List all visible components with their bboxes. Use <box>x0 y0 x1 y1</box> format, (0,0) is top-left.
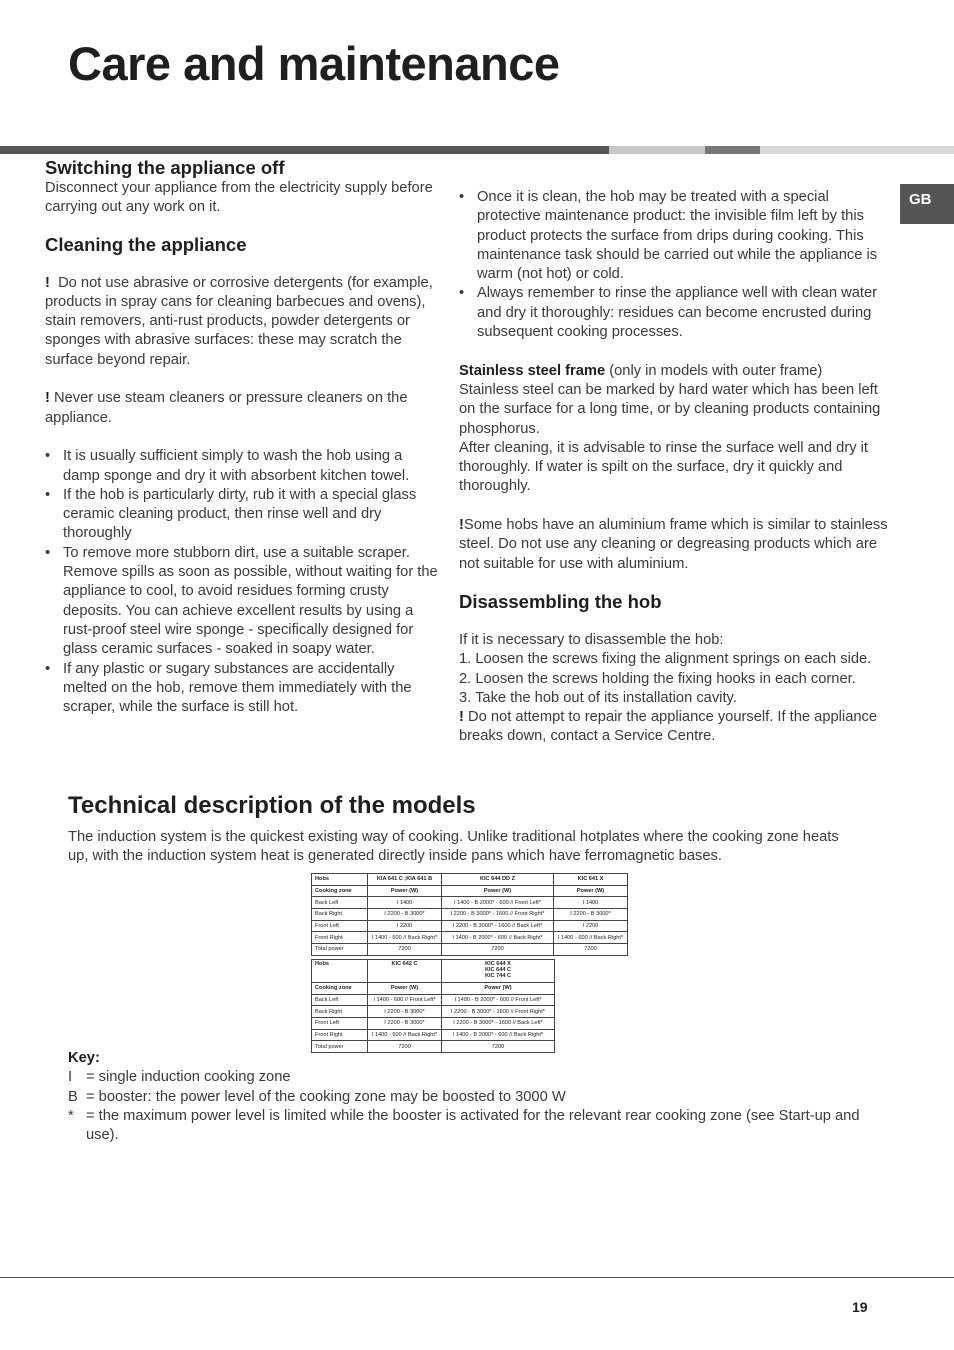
table-cell: Cooking zone <box>312 885 368 897</box>
warning-mark: ! <box>459 517 464 534</box>
warning-mark: ! <box>459 709 464 726</box>
table-cell: Power (W) <box>368 885 442 897</box>
stainless-text-1: Stainless steel can be marked by hard water which has been left on the surface for a long time, or by cleaning products containing phosphorus. <box>459 381 881 437</box>
list-item: • If any plastic or sugary substances are accidentally melted on the hob, remove them immediately with the scraper, while the surface is still hot. <box>45 660 441 718</box>
disassemble-step: 3. Take the hob out of its installation cavity. <box>459 689 737 706</box>
table-cell: Hobs <box>312 960 368 983</box>
table-subheader-row <box>312 983 555 995</box>
table-cell: Back Left <box>312 994 368 1006</box>
header-bar-dark <box>0 146 609 154</box>
key-symbol: B <box>68 1089 78 1105</box>
table-cell: 7200 <box>368 944 442 956</box>
cleaning-heading: Cleaning the appliance <box>45 233 247 255</box>
table-cell: I 1400 <box>368 897 442 909</box>
table-cell: I 1400 - 600 // Front Left* <box>368 994 442 1006</box>
aluminium-warning-text: Some hobs have an aluminium frame which is similar to stainless steel. Do not use any cleaning or degreasing products which are not suitable for use with aluminium. <box>459 517 888 572</box>
disassemble-step: 1. Loosen the screws fixing the alignment springs on each side. <box>459 651 872 668</box>
table-cell: 7200 <box>368 1041 442 1053</box>
table-cell: I 2200 <box>368 920 442 932</box>
table-cell: I 2200 <box>554 920 628 932</box>
table-row <box>312 1041 555 1053</box>
key-symbol: * <box>68 1108 74 1124</box>
header-bar-lighter <box>760 146 954 154</box>
key-text: = the maximum power level is limited while the booster is activated for the relevant rear cooking zone (see Start-up and use). <box>86 1108 860 1144</box>
table-cell: Back Right <box>312 909 368 921</box>
table-row <box>312 994 555 1006</box>
table-cell: Front Left <box>312 1018 368 1030</box>
table-cell: I 2200 - B 3000* <box>368 1006 442 1018</box>
list-item: • Always remember to rinse the appliance well with clean water and dry it thoroughly: residues can become encrusted during subsequent cooking processes. <box>459 284 895 342</box>
table-row <box>312 909 628 921</box>
table-cell: 7200 <box>442 944 554 956</box>
list-item: • It is usually sufficient simply to wash the hob using a damp sponge and dry it with absorbent kitchen towel. <box>45 447 441 486</box>
table-subheader-row <box>312 885 628 897</box>
page-title: Care and maintenance <box>68 37 560 90</box>
disassembling-heading: Disassembling the hob <box>459 590 662 612</box>
repair-warning-text: Do not attempt to repair the appliance yourself. If the appliance breaks down, contact a Service Centre. <box>459 709 878 745</box>
table-cell: I 1400 <box>554 897 628 909</box>
table-row <box>312 1006 555 1018</box>
warning-steam <box>45 389 441 428</box>
table-cell: Cooking zone <box>312 983 368 995</box>
table-cell: Hobs <box>312 874 368 886</box>
table-cell: KIC 641 X <box>554 874 628 886</box>
header-bar-dark-segment <box>705 146 760 154</box>
list-item: • To remove more stubborn dirt, use a suitable scraper. Remove spills as soon as possible, without waiting for the appliance to cool, to avoid residues forming crusty deposits. You can achieve excellent results by using a rust-proof steel wire sponge - specifically designed for glass ceramic surfaces - soaked in soapy water. <box>45 544 441 660</box>
table-cell: I 1400 - B 2000* - 600 // Back Right* <box>442 1029 555 1041</box>
table-row <box>312 897 628 909</box>
spec-table-1 <box>311 873 628 956</box>
table-cell: Back Right <box>312 1006 368 1018</box>
table-row <box>312 1018 555 1030</box>
table-cell: I 2200 - B 3000* - 1600 // Front Right* <box>442 1006 555 1018</box>
switching-text: Disconnect your appliance from the electricity supply before carrying out any work on it. <box>45 180 433 216</box>
left-column <box>45 157 441 717</box>
table-cell: KIC 644 DD Z <box>442 874 554 886</box>
key-item <box>68 1088 908 1108</box>
table-cell: KIA 641 C ;KIA 641 B <box>368 874 442 886</box>
key-item <box>68 1068 908 1088</box>
cleaning-list <box>45 447 441 717</box>
disassemble-step: 2. Loosen the screws holding the fixing hooks in each corner. <box>459 670 856 687</box>
spec-table-2 <box>311 959 555 1053</box>
table-cell: Front Left <box>312 920 368 932</box>
table-cell: I 1400 - B 2000* - 600 // Front Left* <box>442 994 555 1006</box>
table-cell: Power (W) <box>442 983 555 995</box>
table-cell: I 1400 - 600 // Back Right* <box>554 932 628 944</box>
table-cell: Total power <box>312 944 368 956</box>
key-text: = booster: the power level of the cooking zone may be boosted to 3000 W <box>86 1089 566 1105</box>
table-row <box>312 1029 555 1041</box>
table-cell: I 2200 - B 3000* - 1600 // Front Right* <box>442 909 554 921</box>
table-row <box>312 944 628 956</box>
header-bar-light <box>609 146 705 154</box>
tech-intro: The induction system is the quickest existing way of cooking. Unlike traditional hotplates where the cooking zone heats up, with the induction system heat is generated directly inside pans which have ferromagnetic bases. <box>68 829 839 865</box>
table-cell: I 1400 - 600 // Back Right* <box>368 932 442 944</box>
table-cell: KIC 644 X KIC 644 C KIC 744 C <box>442 960 555 983</box>
table-row <box>312 932 628 944</box>
warning-abrasive-text: Do not use abrasive or corrosive detergents (for example, products in spray cans for cleaning barbecues and ovens), stain removers, anti-rust products, powder detergents or sponges with abrasive surfaces: these may scratch the surface beyond repair. <box>45 274 433 368</box>
table-cell: Total power <box>312 1041 368 1053</box>
table-cell: I 1400 - B 2000* - 600 // Front Left* <box>442 897 554 909</box>
warning-mark: ! <box>45 390 50 407</box>
table-cell: Power (W) <box>554 885 628 897</box>
table-cell: Back Left <box>312 897 368 909</box>
right-column <box>459 188 895 747</box>
stainless-label: Stainless steel frame <box>459 362 606 379</box>
table-cell: 7200 <box>442 1041 555 1053</box>
table-cell: I 2200 - B 3000* <box>368 1018 442 1030</box>
key-item <box>68 1107 908 1147</box>
table-header-row <box>312 960 555 983</box>
table-cell: Front Right <box>312 932 368 944</box>
table-cell: I 2200 - B 3000* <box>368 909 442 921</box>
footer-rule <box>0 1277 954 1278</box>
table-cell: KIC 642 C <box>368 960 442 983</box>
stainless-text-2: After cleaning, it is advisable to rinse the surface well and dry it thoroughly. If water is spilt on the surface, dry it quickly and thoroughly. <box>459 439 869 495</box>
page-number: 19 <box>852 1299 868 1315</box>
maintenance-list <box>459 188 895 342</box>
table-cell: I 2200 - B 3000* - 1600 // Back Left* <box>442 1018 555 1030</box>
table-cell: Power (W) <box>442 885 554 897</box>
list-item: • If the hob is particularly dirty, rub it with a special glass ceramic cleaning product, then rinse well and dry thoroughly <box>45 486 441 544</box>
table-cell: I 2200 - B 3000* <box>554 909 628 921</box>
table-cell: Front Right <box>312 1029 368 1041</box>
stainless-note: (only in models with outer frame) <box>609 362 823 379</box>
warning-abrasive <box>45 274 441 370</box>
key-text: = single induction cooking zone <box>86 1069 291 1085</box>
table-cell: I 2200 - B 3000* - 1600 // Back Left* <box>442 920 554 932</box>
table-cell: 7200 <box>554 944 628 956</box>
language-tab: GB <box>900 184 954 224</box>
key-symbol: I <box>68 1069 73 1085</box>
aluminium-warning <box>459 516 895 574</box>
switching-heading: Switching the appliance off <box>45 157 285 178</box>
table-cell: Power (W) <box>368 983 442 995</box>
repair-warning <box>459 708 895 747</box>
table-row <box>312 920 628 932</box>
disassemble-intro: If it is necessary to disassemble the hob: <box>459 631 724 648</box>
table-cell: I 1400 - 600 // Back Right* <box>368 1029 442 1041</box>
table-cell: I 1400 - B 2000* - 600 // Back Right* <box>442 932 554 944</box>
table-header-row <box>312 874 628 886</box>
list-item: • Once it is clean, the hob may be treated with a special protective maintenance product: the invisible film left by this product protects the surface from drips during cooking. This maintenance task should be carried out while the appliance is warm (not hot) or cold. <box>459 188 895 284</box>
warning-mark: ! <box>45 274 50 291</box>
stainless-heading-line <box>459 362 895 381</box>
warning-steam-text: Never use steam cleaners or pressure cleaners on the appliance. <box>45 390 408 426</box>
key-title: Key: <box>68 1050 100 1066</box>
tech-heading: Technical description of the models <box>68 792 476 819</box>
